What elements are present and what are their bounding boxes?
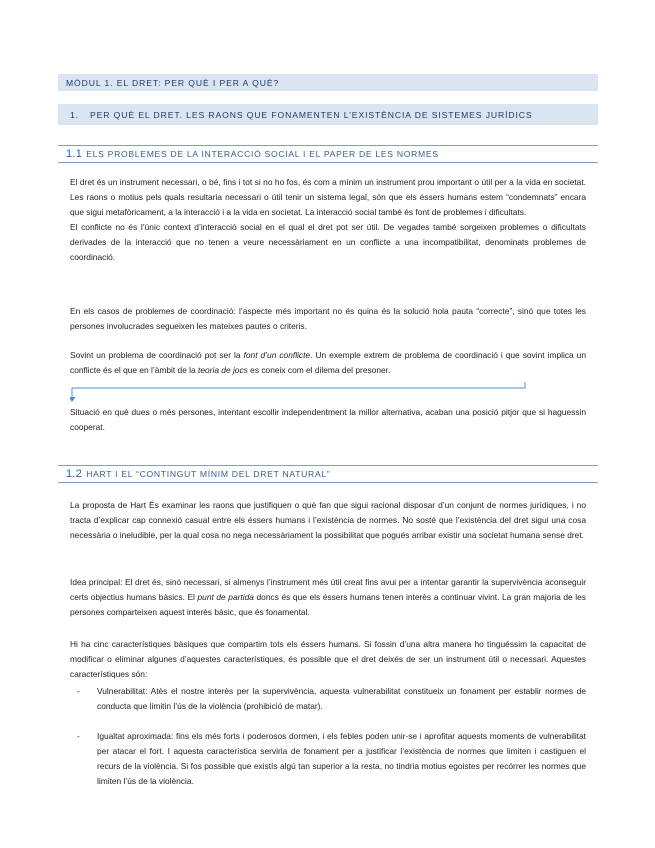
paragraph-idea-principal bbox=[70, 575, 586, 620]
paragraph-text: es coneix com el dilema del presoner. bbox=[247, 364, 391, 375]
paragraph-text: . Un exemple extrem de problema de coordinació i que sovint implica un conflicte és el que en l’àmbit de la bbox=[70, 350, 586, 375]
section-heading-band bbox=[58, 104, 598, 125]
list-item-igualtat bbox=[70, 729, 586, 789]
subsection-heading-1-1 bbox=[58, 145, 598, 163]
module-title-band bbox=[58, 74, 598, 91]
arrow-connector-icon bbox=[70, 381, 530, 403]
module-title: MÒDUL 1. EL DRET: PER QUÈ I PER A QUÈ? bbox=[66, 78, 280, 88]
characteristics-list bbox=[70, 729, 586, 789]
paragraph-dret-instrument bbox=[70, 175, 586, 264]
subsection-heading-1-2 bbox=[58, 465, 598, 483]
subsection-number: 1.2 bbox=[66, 468, 83, 480]
emphasis-text: punt de partida bbox=[197, 591, 254, 602]
subsection-title: ELS PROBLEMES DE LA INTERACCIÓ SOCIAL I EL PAPER DE LES NORMES bbox=[86, 149, 439, 159]
paragraph-cinc-caracteristiques: Hi ha cinc característiques bàsiques que compartim tots els éssers humans. Si fossin d’una altra manera ho tinguéssim la capacitat de modificar o eliminar algunes d’aquestes característiques, és possible que el dret deixés de ser un instrument útil o necessari. Aquestes característiques són: bbox=[70, 639, 586, 679]
list-item-text: Vulnerabilitat: Atès el nostre interès per la supervivència, aquesta vulnerabilitat constitueix un fonament per establir normes de conducta que limitin l’ús de la violència (prohibició de matar). bbox=[97, 686, 586, 711]
paragraph-coordinacio: En els casos de problemes de coordinació: l’aspecte més important no és quina és la solució hola pauta “correcte”, sinó que totes les persones involucrades segueixen les mateixes pautes o criteris. bbox=[70, 306, 586, 331]
characteristics-list bbox=[70, 684, 586, 714]
paragraph-dilema-presoner bbox=[70, 348, 586, 378]
emphasis-text: teoria de jocs bbox=[198, 364, 248, 375]
paragraph-text: El dret és un instrument necessari, o bé, fins i tot si no ho fos, és com a mínim un instrument prou important o útil per a la vida en societat. Les raons o motius pels quals resultaria necessari o útil tenir un sistema legal, són que els éssers humans estem “condemnats” encara que sigui metafòricament, a la interacció i a la vida en societat. La interacció social també és font de problemes i dificultats. bbox=[70, 177, 586, 217]
subsection-number: 1.1 bbox=[66, 148, 83, 160]
bullet-marker: - bbox=[77, 731, 80, 741]
paragraph-proposta-hart: La proposta de Hart És examinar les raons que justifiquen o què fan que sigui racional disposar d’un conjunt de normes jurídiques, i no tracta d’explicar cap connexió casual entre els éssers humans i l’existència de normes. No sosté que l’existència del dret sigui una cosa necessària o ineludible, per la qual cosa no nega necessàriament la possibilitat que pogués arribar existir una societat humana sense dret. bbox=[70, 500, 586, 540]
section-number: 1. bbox=[70, 110, 79, 120]
list-item-vulnerabilitat bbox=[70, 684, 586, 714]
subsection-title: HART I EL “CONTINGUT MÍNIM DEL DRET NATURAL” bbox=[86, 469, 331, 479]
paragraph-text: doncs és que els éssers humans tenen interès a continuar vivint. La gran majoria de les persones comparteixen aquest interès bàsic, que és fonamental. bbox=[70, 591, 586, 617]
emphasis-text: font d’un conflicte bbox=[243, 350, 311, 360]
paragraph-text: Idea principal: El dret és, sinó necessari, si almenys l’instrument més útil creat fins avui per a intentar garantir la supervivència aconseguir certs objectius humans bàsics. El bbox=[70, 577, 586, 602]
paragraph-text: Sovint un problema de coordinació pot ser la bbox=[70, 350, 244, 360]
paragraph-text: El conflicte no és l’únic context d’interacció social en el qual el dret pot ser útil. De vegades també sorgeixen problemes o dificultats derivades de la interacció que no tenen a veure necessàriament en un conflicte a una incompatibilitat, denominats problemes de coordinació. bbox=[70, 221, 586, 262]
section-title: PER QUÈ EL DRET. LES RAONS QUE FONAMENTEN L’EXISTÈNCIA DE SISTEMES JURÍDICS bbox=[90, 110, 533, 120]
paragraph-definicio-dilema: Situació en què dues o més persones, intentant escollir independentment la millor alternativa, acaban una posició pitjor que si haguessin cooperat. bbox=[70, 407, 586, 432]
bullet-marker: - bbox=[77, 686, 80, 696]
list-item-text: Igualtat aproximada: fins els més forts i poderosos dormen, i els febles poden unir-se i aprofitar aquests moments de vulnerabilitat per atacar el fort. I aquesta característica serviria de fonament per a justificar l’existència de normes que limiten i castiguen el recurs de la violència. Si fos possible que existís algú tan superior a la resta, no tindria motius egoistes per recórrer les normes que limiten l’ús de la violència. bbox=[97, 731, 586, 786]
